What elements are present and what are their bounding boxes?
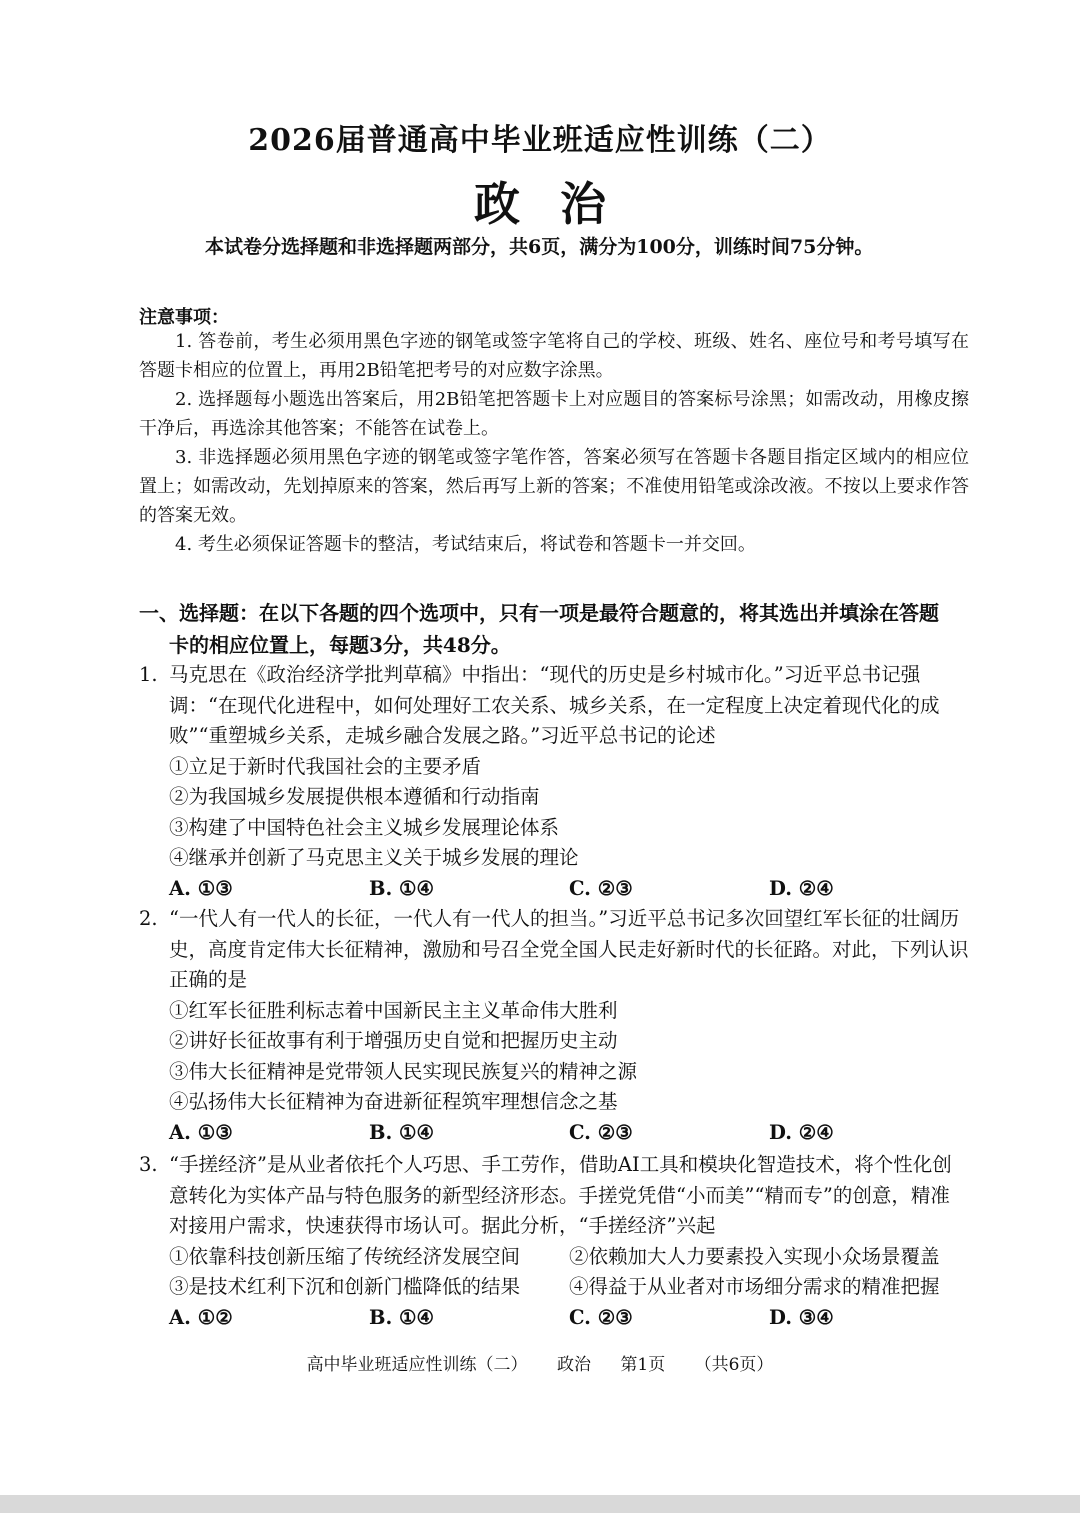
statement-option: ②为我国城乡发展提供根本遵循和行动指南: [169, 785, 540, 808]
section-heading-line2: 卡的相应位置上，每题3分，共48分。: [169, 633, 511, 657]
notice-item: 2. 选择题每小题选出答案后，用2B铅笔把答题卡上对应题目的答案标号涂黑；如需改动，用橡皮擦干净后，再选涂其他答案；不能答在试卷上。: [139, 389, 969, 439]
question-stem: “手搓经济”是从业者依托个人巧思、手工劳作，借助AI工具和模块化智造技术，将个性化创意转化为实体产品与特色服务的新型经济形态。手搓党凭借“小而美”“精而专”的创意，精准对接用户需求，快速获得市场认可。据此分析，“手搓经济”兴起: [169, 1153, 952, 1237]
answer-choices: [139, 1303, 969, 1334]
statement-option: ③是技术红利下沉和创新门槛降低的结果: [169, 1275, 521, 1298]
answer-choice-a: A. ①②: [169, 1305, 233, 1329]
statement-option: ①依靠科技创新压缩了传统经济发展空间: [169, 1244, 521, 1268]
statement-option: ①红军长征胜利标志着中国新民主主义革命伟大胜利: [169, 998, 618, 1022]
answer-choice-c: C. ②③: [569, 1120, 633, 1144]
answer-choice-a: A. ①③: [169, 876, 233, 900]
statement-option: ④继承并创新了马克思主义关于城乡发展的理论: [169, 846, 579, 869]
exam-title: 2026届普通高中毕业班适应性训练（二）: [248, 123, 832, 158]
question-number: 1.: [139, 663, 158, 686]
notice-item: 4. 考生必须保证答题卡的整洁，考试结束后，将试卷和答题卡一并交回。: [175, 534, 756, 555]
answer-choices: [139, 1118, 969, 1149]
statement-option: ③构建了中国特色社会主义城乡发展理论体系: [169, 815, 560, 839]
answer-choice-b: B. ①④: [369, 876, 435, 900]
question-3: [139, 1150, 969, 1333]
exam-intro: 本试卷分选择题和非选择题两部分，共6页，满分为100分，训练时间75分钟。: [205, 236, 874, 258]
answer-choice-a: A. ①③: [169, 1120, 233, 1144]
question-1: [139, 660, 969, 904]
notice-heading: 注意事项：: [139, 307, 229, 328]
footer-page-number: 第1页: [620, 1355, 666, 1375]
bottom-bar: [0, 1495, 1080, 1513]
section-heading-line1: 一、选择题：在以下各题的四个选项中，只有一项是最符合题意的，将其选出并填涂在答题: [139, 601, 939, 625]
statement-option: ②依赖加大人力要素投入实现小众场景覆盖: [569, 1244, 940, 1268]
answer-choice-b: B. ①④: [369, 1120, 435, 1144]
subject-title: 政治: [474, 177, 646, 231]
answer-choice-c: C. ②③: [569, 1305, 633, 1329]
answer-choice-b: B. ①④: [369, 1305, 435, 1329]
question-number: 2.: [139, 907, 158, 930]
statement-option: ④得益于从业者对市场细分需求的精准把握: [569, 1275, 940, 1298]
question-number: 3.: [139, 1153, 158, 1176]
statement-option: ②讲好长征故事有利于增强历史自觉和把握历史主动: [169, 1029, 618, 1052]
statement-option: ④弘扬伟大长征精神为奋进新征程筑牢理想信念之基: [169, 1090, 618, 1113]
notice-item: 3. 非选择题必须用黑色字迹的钢笔或签字笔作答，答案必须写在答题卡各题目指定区域内的相应位置上；如需改动，先划掉原来的答案，然后再写上新的答案；不准使用铅笔或涂改液。不按以上要求作答的答案无效。: [139, 447, 969, 526]
footer-total-pages: （共6页）: [694, 1355, 774, 1375]
question-stem: 马克思在《政治经济学批判草稿》中指出：“现代的历史是乡村城市化。”习近平总书记强调：“在现代化进程中，如何处理好工农关系、城乡关系，在一定程度上决定着现代化的成败”“重塑城乡关系，走城乡融合发展之路。”习近平总书记的论述: [169, 663, 940, 747]
notice-item: 1. 答卷前，考生必须用黑色字迹的钢笔或签字笔将自己的学校、班级、姓名、座位号和考号填写在答题卡相应的位置上，再用2B铅笔把考号的对应数字涂黑。: [139, 331, 969, 381]
answer-choices: [139, 874, 969, 905]
answer-choice-c: C. ②③: [569, 876, 633, 900]
footer-series: 高中毕业班适应性训练（二）: [306, 1355, 528, 1375]
statement-option: ③伟大长征精神是党带领人民实现民族复兴的精神之源: [169, 1059, 638, 1083]
statement-option: ①立足于新时代我国社会的主要矛盾: [169, 754, 482, 778]
question-2: [139, 904, 969, 1148]
page-footer: [0, 1350, 1080, 1375]
answer-choice-d: D. ②④: [769, 876, 834, 900]
answer-choice-d: D. ③④: [769, 1305, 834, 1329]
notice-list: [139, 327, 969, 559]
question-stem: “一代人有一代人的长征，一代人有一代人的担当。”习近平总书记多次回望红军长征的壮阔历史，高度肯定伟大长征精神，激励和号召全党全国人民走好新时代的长征路。对此，下列认识正确的是: [169, 907, 969, 991]
section-heading: [139, 597, 969, 661]
footer-subject: 政治: [556, 1355, 591, 1375]
answer-choice-d: D. ②④: [769, 1120, 834, 1144]
